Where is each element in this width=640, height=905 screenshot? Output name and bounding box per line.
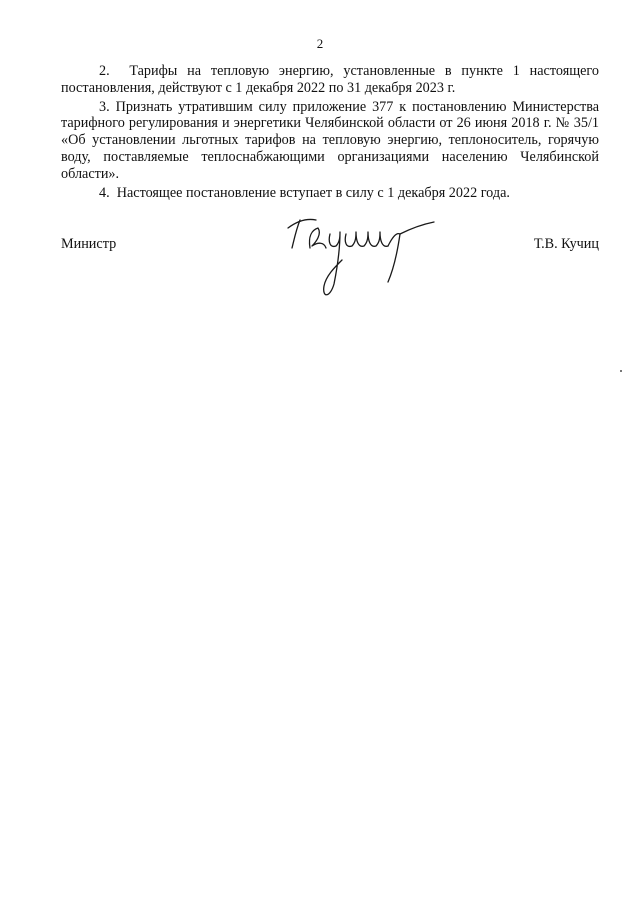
- paragraph-3: 3. Признать утратившим силу приложение 377 к постановлению Министерства тарифного регулирования и энергетики Челябинской области от 26 июня 2018 г. № 35/1 «Об установлении льготных тарифов на тепловую энергию, теплоноситель, горячую воду, поставляемые теплоснабжающими организациями населению Челябинской области».: [61, 98, 599, 182]
- page-number: 2: [316, 36, 324, 51]
- handwritten-signature: [282, 208, 442, 300]
- paragraph-2: 2. Тарифы на тепловую энергию, установленные в пункте 1 настоящего постановления, действуют с 1 декабря 2022 по 31 декабря 2023 г.: [61, 63, 599, 96]
- paragraph-4: 4. Настоящее постановление вступает в силу с 1 декабря 2022 года.: [99, 184, 510, 201]
- scan-edge-mark: [620, 370, 622, 372]
- signatory-name: Т.В. Кучиц: [533, 236, 599, 252]
- signatory-title: Министр: [61, 236, 117, 252]
- document-body: [61, 63, 599, 203]
